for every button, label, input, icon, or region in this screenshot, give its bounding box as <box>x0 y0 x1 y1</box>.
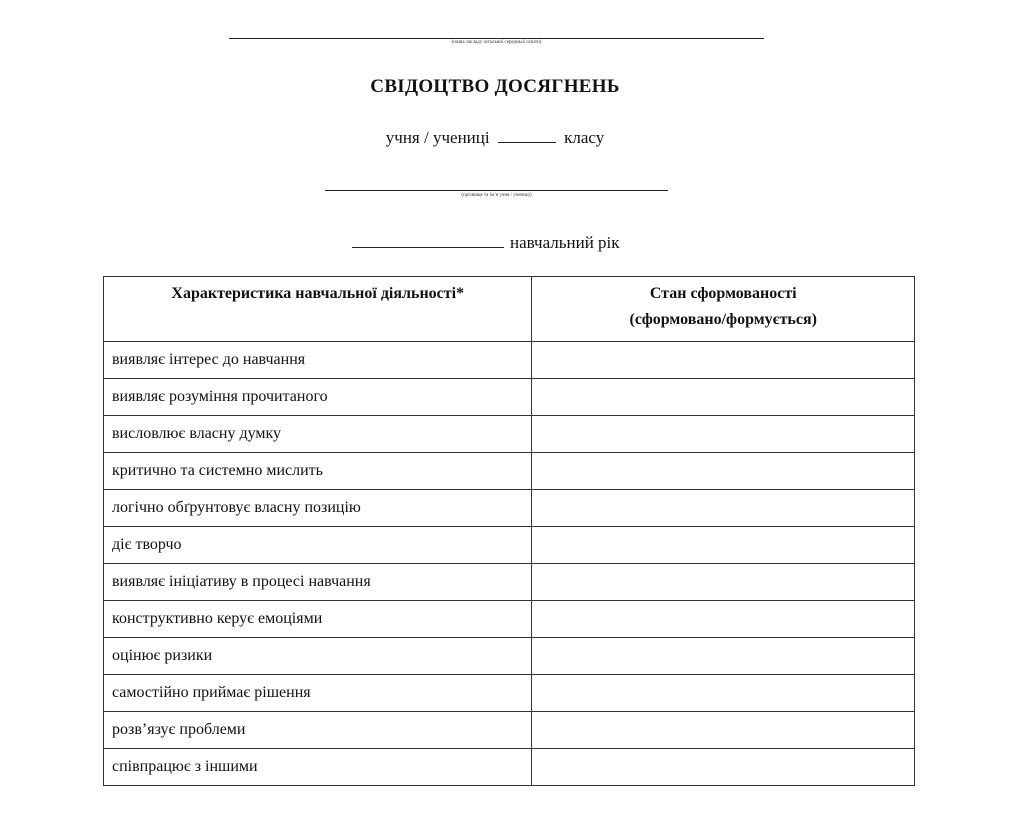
characteristic-cell: співпрацює з іншими <box>104 749 532 786</box>
year-label: навчальний рік <box>510 233 620 252</box>
student-name-caption: (прізвище та ім’я учня / учениці) <box>461 193 532 198</box>
header-status-line2: (сформовано/формується) <box>629 311 817 328</box>
school-name-line <box>229 38 764 39</box>
characteristic-cell: конструктивно керує емоціями <box>104 601 532 638</box>
student-class-line <box>0 126 990 148</box>
table-row <box>104 490 915 527</box>
table-row <box>104 416 915 453</box>
characteristic-cell: виявляє ініціативу в процесі навчання <box>104 564 532 601</box>
status-cell[interactable] <box>532 379 915 416</box>
characteristic-cell: самостійно приймає рішення <box>104 675 532 712</box>
academic-year-line <box>352 231 620 253</box>
status-cell[interactable] <box>532 416 915 453</box>
table-row <box>104 379 915 416</box>
table-row <box>104 564 915 601</box>
table-header-row <box>104 277 915 342</box>
characteristic-cell: висловлює власну думку <box>104 416 532 453</box>
characteristic-cell: виявляє інтерес до навчання <box>104 342 532 379</box>
status-cell[interactable] <box>532 712 915 749</box>
table-row <box>104 675 915 712</box>
status-cell[interactable] <box>532 342 915 379</box>
characteristic-cell: логічно обґрунтовує власну позицію <box>104 490 532 527</box>
status-cell[interactable] <box>532 601 915 638</box>
status-cell[interactable] <box>532 490 915 527</box>
table-row <box>104 638 915 675</box>
characteristic-cell: оцінює ризики <box>104 638 532 675</box>
status-cell[interactable] <box>532 675 915 712</box>
characteristic-cell: виявляє розуміння прочитаного <box>104 379 532 416</box>
table-row <box>104 342 915 379</box>
characteristics-table <box>103 276 915 786</box>
table-row <box>104 527 915 564</box>
header-characteristic: Характеристика навчальної діяльності* <box>104 277 532 342</box>
document-title: СВІДОЦТВО ДОСЯГНЕНЬ <box>370 76 620 97</box>
school-name-caption: (назва закладу загальної середньої освіти) <box>451 40 542 45</box>
characteristic-cell: критично та системно мислить <box>104 453 532 490</box>
status-cell[interactable] <box>532 749 915 786</box>
header-status <box>532 277 915 342</box>
characteristic-cell: розв’язує проблеми <box>104 712 532 749</box>
year-blank[interactable] <box>352 231 504 248</box>
table-row <box>104 749 915 786</box>
student-suffix: класу <box>564 128 605 147</box>
status-cell[interactable] <box>532 453 915 490</box>
status-cell[interactable] <box>532 638 915 675</box>
characteristic-cell: діє творчо <box>104 527 532 564</box>
table-row <box>104 453 915 490</box>
student-name-line <box>325 190 668 191</box>
table-row <box>104 712 915 749</box>
status-cell[interactable] <box>532 564 915 601</box>
table-row <box>104 601 915 638</box>
header-status-line1: Стан сформованості <box>649 285 797 302</box>
status-cell[interactable] <box>532 527 915 564</box>
student-prefix: учня / учениці <box>385 128 490 147</box>
class-blank[interactable] <box>498 126 556 143</box>
